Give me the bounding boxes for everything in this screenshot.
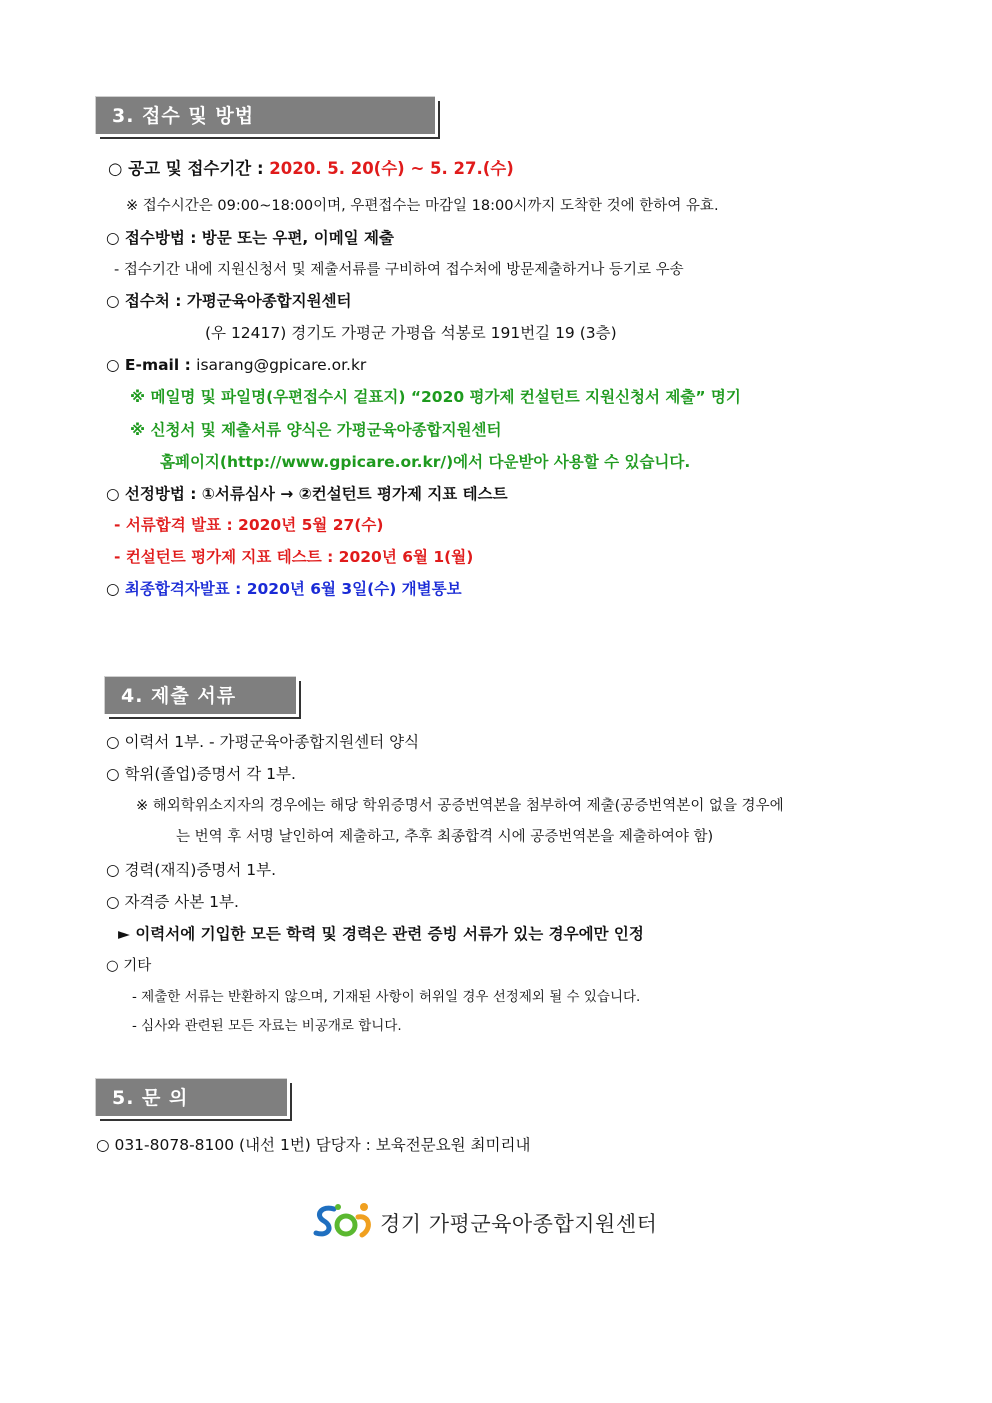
section-5-header [95, 1078, 287, 1116]
place-line: ○ 접수처 : 가평군육아종합지원센터 [106, 292, 352, 310]
email-note: ※ 메일명 및 파일명(우편접수시 겉표지) “2020 평가제 컨설턴트 지원신청서 제출” 명기 [130, 388, 741, 406]
address-line: (우 12417) 경기도 가평군 가평읍 석봉로 191번길 19 (3층) [205, 324, 617, 342]
doc-item-license: ○ 자격증 사본 1부. [106, 893, 239, 911]
doc-item-degree: ○ 학위(졸업)증명서 각 1부. [106, 765, 296, 783]
doc-item-career: ○ 경력(재직)증명서 1부. [106, 861, 277, 879]
test-date-line: - 컨설턴트 평가제 지표 테스트 : 2020년 6월 1(월) [114, 548, 474, 566]
etc-note-2: - 심사와 관련된 모든 자료는 비공개로 합니다. [132, 1018, 402, 1034]
doc-result-line: - 서류합격 발표 : 2020년 5월 27(수) [114, 516, 384, 534]
period-value: 2020. 5. 20(수) ~ 5. 27.(수) [269, 159, 514, 178]
degree-note-2: 는 번역 후 서명 날인하여 제출하고, 추후 최종합격 시에 공증번역본을 제출하여야 함) [176, 829, 714, 845]
contact-line: ○ 031-8078-8100 (내선 1번) 담당자 : 보육전문요원 최미리내 [96, 1136, 531, 1154]
form-note-1: ※ 신청서 및 제출서류 양식은 가평군육아종합지원센터 [130, 421, 502, 439]
method-detail: - 접수기간 내에 지원신청서 및 제출서류를 구비하여 접수처에 방문제출하거나 등기로 우송 [114, 262, 684, 278]
doc-item-resume: ○ 이력서 1부. - 가평군육아종합지원센터 양식 [106, 733, 420, 751]
selection-line: ○ 선정방법 : ①서류심사 → ②컨설턴트 평가제 지표 테스트 [106, 485, 508, 503]
method-line: ○ 접수방법 : 방문 또는 우편, 이메일 제출 [106, 229, 394, 247]
evidence-notice: ► 이력서에 기입한 모든 학력 및 경력은 관련 증빙 서류가 있는 경우에만 인정 [118, 925, 644, 943]
time-note: ※ 접수시간은 09:00~18:00이며, 우편접수는 마감일 18:00시까지 도착한 것에 한하여 유효. [126, 198, 719, 214]
section-4-header [104, 676, 296, 714]
email-value: isarang@gpicare.or.kr [196, 356, 367, 374]
section-3-title: 3. 접수 및 방법 [112, 105, 255, 127]
doc-item-etc: ○ 기타 [106, 958, 152, 974]
email-label: ○ E-mail : [106, 356, 197, 374]
etc-note-1: - 제출한 서류는 반환하지 않으며, 기재된 사항이 허위일 경우 선정제외 될 수 있습니다. [132, 989, 641, 1005]
final-result-line [106, 578, 462, 600]
footer-logo [312, 1203, 657, 1243]
period-line [108, 158, 514, 180]
section-5-title: 5. 문 의 [112, 1087, 189, 1109]
sarang-logo-icon [312, 1201, 374, 1245]
form-note-2: 홈페이지(http://www.gpicare.or.kr/)에서 다운받아 사용할 수 있습니다. [160, 453, 691, 471]
section-4-title: 4. 제출 서류 [121, 685, 237, 707]
final-result-bullet: ○ [106, 580, 125, 598]
final-result-text: 최종합격자발표 : 2020년 6월 3일(수) 개별통보 [124, 580, 462, 598]
degree-note-1: ※ 해외학위소지자의 경우에는 해당 학위증명서 공증번역본을 첨부하여 제출(공증번역본이 없을 경우에 [136, 798, 784, 814]
section-3-header [95, 96, 435, 134]
footer-org-name: 경기 가평군육아종합지원센터 [380, 1212, 658, 1236]
email-line [106, 354, 366, 376]
period-label: ○ 공고 및 접수기간 : [108, 159, 270, 178]
